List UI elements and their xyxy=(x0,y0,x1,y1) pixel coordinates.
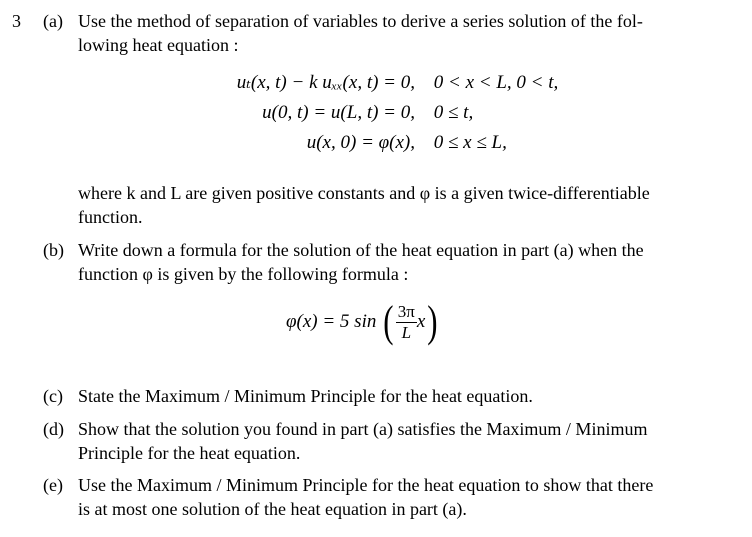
part-b-label: (b) xyxy=(43,240,64,260)
equation-3-rhs: 0 ≤ x ≤ L, xyxy=(433,132,507,153)
part-c-text xyxy=(78,384,728,408)
phi-formula-lhs: φ(x) = 5 sin xyxy=(286,311,377,332)
equation-2-lhs: u(0, t) = u(L, t) = 0, xyxy=(262,102,415,123)
equation-row-2 xyxy=(150,101,473,125)
part-a-label: (a) xyxy=(43,11,63,31)
part-d-line-1: Show that the solution you found in part (a) satisfies the Maximum / Minimum xyxy=(78,419,648,439)
part-b-text xyxy=(78,238,728,286)
part-e-line-1: Use the Maximum / Minimum Principle for the heat equation to show that there xyxy=(78,475,654,495)
part-a-line-2: lowing heat equation : xyxy=(78,35,239,55)
part-e-label: (e) xyxy=(43,475,63,495)
equation-1-rhs: 0 < x < L, 0 < t, xyxy=(433,72,559,93)
left-paren: ( xyxy=(383,297,394,346)
question-number: 3 xyxy=(12,11,21,31)
part-a-after-line-2: function. xyxy=(78,207,143,227)
phi-fraction-numerator: 3π xyxy=(397,301,415,321)
phi-formula xyxy=(286,297,440,346)
equation-1-lhs: uₜ(x, t) − k uₓₓ(x, t) = 0, xyxy=(236,72,415,93)
part-d-label: (d) xyxy=(43,419,64,439)
phi-fraction-denominator: L xyxy=(401,322,412,342)
part-a-text xyxy=(78,9,728,57)
part-a-continuation-text xyxy=(78,181,728,229)
right-paren: ) xyxy=(427,297,438,346)
equation-2-rhs: 0 ≤ t, xyxy=(433,102,474,123)
part-c-label: (c) xyxy=(43,386,63,406)
phi-formula-var: x xyxy=(416,311,426,332)
part-d-line-2: Principle for the heat equation. xyxy=(78,443,301,463)
part-b-line-1: Write down a formula for the solution of the heat equation in part (a) when the xyxy=(78,240,644,260)
part-e-line-2: is at most one solution of the heat equation in part (a). xyxy=(78,499,467,519)
part-a-line-1: Use the method of separation of variables to derive a series solution of the fol- xyxy=(78,11,643,31)
phi-fraction xyxy=(396,302,417,343)
part-e-text xyxy=(78,473,728,521)
part-b-line-2: function φ is given by the following formula : xyxy=(78,264,409,284)
part-a-after-line-1: where k and L are given positive constants and φ is a given twice-differentiable xyxy=(78,183,650,203)
equation-row-3 xyxy=(150,131,507,155)
part-c-line-1: State the Maximum / Minimum Principle for the heat equation. xyxy=(78,386,533,406)
part-d-text xyxy=(78,417,728,465)
equation-3-lhs: u(x, 0) = φ(x), xyxy=(306,132,415,153)
equation-row-1 xyxy=(150,71,558,95)
